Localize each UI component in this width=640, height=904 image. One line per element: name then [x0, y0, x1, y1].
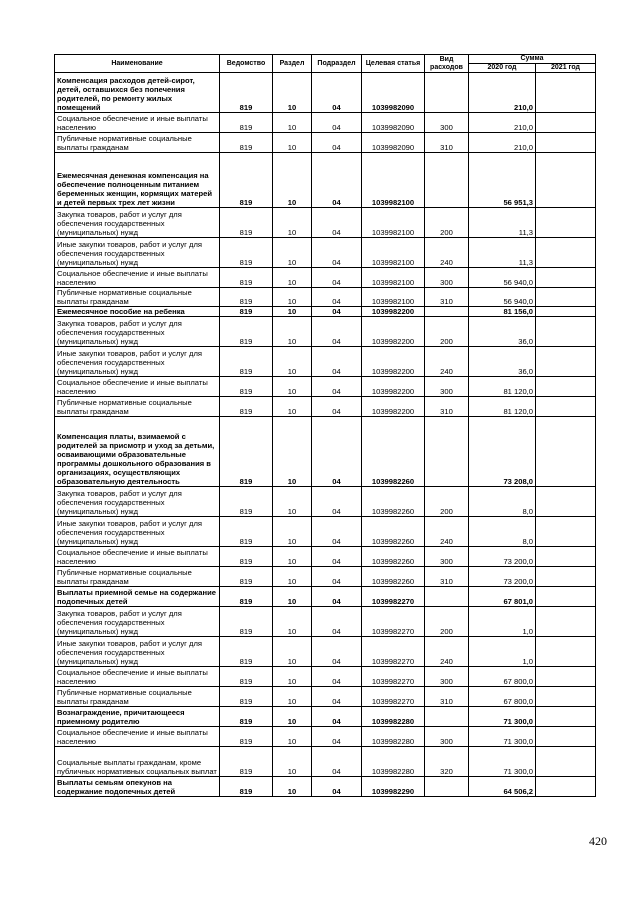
- cell-expense-type: 200: [425, 607, 469, 637]
- table-row: [55, 397, 596, 417]
- cell-agency: 819: [220, 587, 273, 607]
- cell-amount-2020: 8,0: [469, 517, 536, 547]
- cell-target: 1039982200: [362, 307, 425, 317]
- cell-target: 1039982270: [362, 587, 425, 607]
- cell-name: Социальное обеспечение и иные выплаты населению: [55, 268, 220, 288]
- cell-target: 1039982270: [362, 607, 425, 637]
- cell-amount-2021: [536, 377, 596, 397]
- cell-agency: 819: [220, 667, 273, 687]
- cell-amount-2020: 71 300,0: [469, 747, 536, 777]
- cell-section: 10: [273, 587, 312, 607]
- cell-amount-2020: 8,0: [469, 487, 536, 517]
- table-row: [55, 487, 596, 517]
- cell-section: 10: [273, 113, 312, 133]
- cell-expense-type: 300: [425, 727, 469, 747]
- table-row: [55, 727, 596, 747]
- cell-subsection: 04: [312, 307, 362, 317]
- cell-amount-2021: [536, 417, 596, 487]
- cell-target: 1039982090: [362, 133, 425, 153]
- header-expense-type: Вид расходов: [425, 55, 469, 73]
- cell-name: Закупка товаров, работ и услуг для обеспечения государственных (муниципальных) нужд: [55, 607, 220, 637]
- cell-target: 1039982290: [362, 777, 425, 797]
- cell-section: 10: [273, 637, 312, 667]
- cell-name: Публичные нормативные социальные выплаты гражданам: [55, 133, 220, 153]
- cell-target: 1039982260: [362, 567, 425, 587]
- cell-subsection: 04: [312, 777, 362, 797]
- cell-amount-2021: [536, 208, 596, 238]
- header-year-2021: 2021 год: [536, 64, 596, 73]
- cell-section: 10: [273, 238, 312, 268]
- cell-expense-type: 200: [425, 317, 469, 347]
- cell-amount-2020: 36,0: [469, 347, 536, 377]
- cell-subsection: 04: [312, 288, 362, 307]
- cell-subsection: 04: [312, 238, 362, 268]
- cell-name: Закупка товаров, работ и услуг для обеспечения государственных (муниципальных) нужд: [55, 208, 220, 238]
- cell-section: 10: [273, 307, 312, 317]
- cell-amount-2021: [536, 73, 596, 113]
- header-sum: Сумма: [469, 55, 596, 64]
- cell-expense-type: 320: [425, 747, 469, 777]
- cell-target: 1039982100: [362, 153, 425, 208]
- cell-amount-2021: [536, 487, 596, 517]
- cell-subsection: 04: [312, 567, 362, 587]
- cell-amount-2020: 81 120,0: [469, 397, 536, 417]
- cell-agency: 819: [220, 377, 273, 397]
- cell-subsection: 04: [312, 347, 362, 377]
- cell-name: Социальное обеспечение и иные выплаты населению: [55, 667, 220, 687]
- table-row: [55, 687, 596, 707]
- cell-subsection: 04: [312, 417, 362, 487]
- cell-subsection: 04: [312, 547, 362, 567]
- cell-agency: 819: [220, 288, 273, 307]
- cell-agency: 819: [220, 317, 273, 347]
- cell-amount-2020: 67 800,0: [469, 667, 536, 687]
- cell-amount-2020: 73 208,0: [469, 417, 536, 487]
- cell-target: 1039982260: [362, 517, 425, 547]
- cell-name: Вознаграждение, причитающееся приемному родителю: [55, 707, 220, 727]
- cell-expense-type: 310: [425, 133, 469, 153]
- cell-section: 10: [273, 707, 312, 727]
- cell-amount-2021: [536, 727, 596, 747]
- table-row: [55, 73, 596, 113]
- cell-section: 10: [273, 777, 312, 797]
- cell-subsection: 04: [312, 153, 362, 208]
- cell-amount-2021: [536, 547, 596, 567]
- cell-expense-type: 300: [425, 667, 469, 687]
- cell-section: 10: [273, 687, 312, 707]
- cell-subsection: 04: [312, 687, 362, 707]
- table-row: [55, 567, 596, 587]
- cell-subsection: 04: [312, 73, 362, 113]
- cell-amount-2020: 67 801,0: [469, 587, 536, 607]
- cell-name: Социальное обеспечение и иные выплаты населению: [55, 377, 220, 397]
- header-subsection: Подраздел: [312, 55, 362, 73]
- cell-amount-2020: 64 506,2: [469, 777, 536, 797]
- cell-expense-type: 200: [425, 208, 469, 238]
- table-row: [55, 747, 596, 777]
- cell-amount-2021: [536, 517, 596, 547]
- cell-amount-2021: [536, 238, 596, 268]
- cell-section: 10: [273, 317, 312, 347]
- cell-target: 1039982200: [362, 397, 425, 417]
- cell-target: 1039982280: [362, 707, 425, 727]
- cell-amount-2020: 56 951,3: [469, 153, 536, 208]
- cell-target: 1039982100: [362, 288, 425, 307]
- cell-amount-2020: 67 800,0: [469, 687, 536, 707]
- cell-name: Ежемесячная денежная компенсация на обеспечение полноценным питанием беременных женщин, кормящих матерей и детей первых трех лет жизни: [55, 153, 220, 208]
- cell-amount-2021: [536, 307, 596, 317]
- cell-agency: 819: [220, 153, 273, 208]
- cell-amount-2020: 210,0: [469, 133, 536, 153]
- cell-expense-type: [425, 73, 469, 113]
- cell-target: 1039982090: [362, 73, 425, 113]
- page-number: 420: [589, 834, 607, 848]
- cell-agency: 819: [220, 113, 273, 133]
- cell-expense-type: 240: [425, 347, 469, 377]
- cell-section: 10: [273, 377, 312, 397]
- cell-agency: 819: [220, 607, 273, 637]
- cell-target: 1039982260: [362, 547, 425, 567]
- table-row: [55, 288, 596, 307]
- cell-agency: 819: [220, 417, 273, 487]
- cell-amount-2021: [536, 133, 596, 153]
- cell-amount-2020: 56 940,0: [469, 288, 536, 307]
- table-row: [55, 667, 596, 687]
- cell-subsection: 04: [312, 268, 362, 288]
- cell-agency: 819: [220, 547, 273, 567]
- cell-name: Публичные нормативные социальные выплаты гражданам: [55, 687, 220, 707]
- cell-section: 10: [273, 667, 312, 687]
- table-row: [55, 517, 596, 547]
- cell-agency: 819: [220, 238, 273, 268]
- table-row: [55, 208, 596, 238]
- cell-agency: 819: [220, 747, 273, 777]
- cell-amount-2020: 73 200,0: [469, 547, 536, 567]
- cell-expense-type: [425, 707, 469, 727]
- table-row: [55, 268, 596, 288]
- cell-section: 10: [273, 517, 312, 547]
- cell-subsection: 04: [312, 587, 362, 607]
- cell-section: 10: [273, 747, 312, 777]
- cell-expense-type: 310: [425, 567, 469, 587]
- cell-expense-type: 310: [425, 397, 469, 417]
- cell-expense-type: 310: [425, 288, 469, 307]
- cell-amount-2020: 1,0: [469, 637, 536, 667]
- cell-amount-2021: [536, 687, 596, 707]
- cell-section: 10: [273, 268, 312, 288]
- table-body: [55, 73, 596, 797]
- table-row: [55, 113, 596, 133]
- cell-amount-2021: [536, 707, 596, 727]
- cell-name: Публичные нормативные социальные выплаты гражданам: [55, 288, 220, 307]
- table-row: [55, 377, 596, 397]
- cell-amount-2021: [536, 607, 596, 637]
- cell-subsection: 04: [312, 607, 362, 637]
- cell-subsection: 04: [312, 317, 362, 347]
- table-row: [55, 307, 596, 317]
- cell-section: 10: [273, 417, 312, 487]
- cell-subsection: 04: [312, 397, 362, 417]
- cell-name: Иные закупки товаров, работ и услуг для обеспечения государственных (муниципальных) нужд: [55, 517, 220, 547]
- cell-expense-type: [425, 417, 469, 487]
- cell-expense-type: 300: [425, 547, 469, 567]
- cell-expense-type: [425, 777, 469, 797]
- cell-name: Выплаты семьям опекунов на содержание подопечных детей: [55, 777, 220, 797]
- cell-target: 1039982260: [362, 487, 425, 517]
- cell-subsection: 04: [312, 747, 362, 777]
- cell-amount-2020: 210,0: [469, 113, 536, 133]
- cell-amount-2020: 11,3: [469, 238, 536, 268]
- header-name: Наименование: [55, 55, 220, 73]
- cell-amount-2020: 71 300,0: [469, 707, 536, 727]
- cell-section: 10: [273, 208, 312, 238]
- cell-name: Компенсация расходов детей-сирот, детей, оставшихся без попечения родителей, по ремонту жилых помещений: [55, 73, 220, 113]
- cell-name: Закупка товаров, работ и услуг для обеспечения государственных (муниципальных) нужд: [55, 317, 220, 347]
- cell-target: 1039982100: [362, 268, 425, 288]
- cell-amount-2021: [536, 397, 596, 417]
- cell-name: Социальные выплаты гражданам, кроме публичных нормативных социальных выплат: [55, 747, 220, 777]
- cell-amount-2021: [536, 567, 596, 587]
- cell-amount-2021: [536, 747, 596, 777]
- cell-subsection: 04: [312, 133, 362, 153]
- cell-section: 10: [273, 567, 312, 587]
- table-row: [55, 587, 596, 607]
- table-row: [55, 607, 596, 637]
- cell-target: 1039982270: [362, 687, 425, 707]
- cell-subsection: 04: [312, 707, 362, 727]
- cell-amount-2021: [536, 268, 596, 288]
- cell-target: 1039982270: [362, 637, 425, 667]
- cell-agency: 819: [220, 637, 273, 667]
- cell-subsection: 04: [312, 487, 362, 517]
- cell-amount-2020: 73 200,0: [469, 567, 536, 587]
- cell-section: 10: [273, 133, 312, 153]
- table-row: [55, 317, 596, 347]
- cell-name: Социальное обеспечение и иные выплаты населению: [55, 113, 220, 133]
- cell-agency: 819: [220, 268, 273, 288]
- cell-amount-2020: 56 940,0: [469, 268, 536, 288]
- cell-agency: 819: [220, 727, 273, 747]
- header-section: Раздел: [273, 55, 312, 73]
- cell-name: Социальное обеспечение и иные выплаты населению: [55, 727, 220, 747]
- cell-amount-2021: [536, 153, 596, 208]
- cell-target: 1039982100: [362, 238, 425, 268]
- cell-agency: 819: [220, 133, 273, 153]
- cell-section: 10: [273, 487, 312, 517]
- cell-section: 10: [273, 288, 312, 307]
- cell-subsection: 04: [312, 517, 362, 547]
- cell-agency: 819: [220, 397, 273, 417]
- cell-target: 1039982260: [362, 417, 425, 487]
- cell-agency: 819: [220, 487, 273, 517]
- cell-amount-2020: 210,0: [469, 73, 536, 113]
- cell-amount-2021: [536, 667, 596, 687]
- cell-section: 10: [273, 347, 312, 377]
- cell-target: 1039982270: [362, 667, 425, 687]
- cell-amount-2021: [536, 288, 596, 307]
- cell-expense-type: 300: [425, 377, 469, 397]
- cell-name: Выплаты приемной семье на содержание подопечных детей: [55, 587, 220, 607]
- cell-name: Компенсация платы, взимаемой с родителей за присмотр и уход за детьми, осваивающими образовательные программы дошкольного образования в организациях, осуществляющих образовательную деятельность: [55, 417, 220, 487]
- cell-amount-2020: 1,0: [469, 607, 536, 637]
- cell-section: 10: [273, 727, 312, 747]
- cell-name: Иные закупки товаров, работ и услуг для обеспечения государственных (муниципальных) нужд: [55, 347, 220, 377]
- cell-name: Социальное обеспечение и иные выплаты населению: [55, 547, 220, 567]
- cell-expense-type: 240: [425, 637, 469, 667]
- cell-section: 10: [273, 397, 312, 417]
- cell-target: 1039982200: [362, 377, 425, 397]
- cell-amount-2021: [536, 317, 596, 347]
- cell-amount-2020: 71 300,0: [469, 727, 536, 747]
- cell-name: Публичные нормативные социальные выплаты гражданам: [55, 397, 220, 417]
- cell-agency: 819: [220, 347, 273, 377]
- table-row: [55, 707, 596, 727]
- cell-expense-type: 300: [425, 268, 469, 288]
- table-row: [55, 637, 596, 667]
- table-row: [55, 547, 596, 567]
- cell-target: 1039982090: [362, 113, 425, 133]
- table-row: [55, 417, 596, 487]
- cell-name: Иные закупки товаров, работ и услуг для обеспечения государственных (муниципальных) нужд: [55, 238, 220, 268]
- cell-section: 10: [273, 607, 312, 637]
- cell-name: Публичные нормативные социальные выплаты гражданам: [55, 567, 220, 587]
- table-row: [55, 133, 596, 153]
- cell-target: 1039982200: [362, 317, 425, 347]
- cell-expense-type: 300: [425, 113, 469, 133]
- cell-amount-2021: [536, 637, 596, 667]
- budget-table: [54, 54, 596, 797]
- cell-agency: 819: [220, 687, 273, 707]
- cell-agency: 819: [220, 517, 273, 547]
- cell-agency: 819: [220, 567, 273, 587]
- cell-subsection: 04: [312, 637, 362, 667]
- cell-amount-2021: [536, 113, 596, 133]
- header-agency: Ведомство: [220, 55, 273, 73]
- cell-name: Иные закупки товаров, работ и услуг для обеспечения государственных (муниципальных) нужд: [55, 637, 220, 667]
- cell-expense-type: [425, 587, 469, 607]
- cell-amount-2021: [536, 777, 596, 797]
- cell-subsection: 04: [312, 208, 362, 238]
- header-target: Целевая статья: [362, 55, 425, 73]
- cell-agency: 819: [220, 777, 273, 797]
- cell-expense-type: 240: [425, 517, 469, 547]
- cell-target: 1039982280: [362, 747, 425, 777]
- cell-agency: 819: [220, 707, 273, 727]
- cell-amount-2020: 81 156,0: [469, 307, 536, 317]
- cell-section: 10: [273, 153, 312, 208]
- cell-name: Закупка товаров, работ и услуг для обеспечения государственных (муниципальных) нужд: [55, 487, 220, 517]
- cell-subsection: 04: [312, 113, 362, 133]
- table-row: [55, 153, 596, 208]
- cell-amount-2021: [536, 587, 596, 607]
- cell-amount-2021: [536, 347, 596, 377]
- cell-target: 1039982200: [362, 347, 425, 377]
- cell-expense-type: [425, 153, 469, 208]
- cell-amount-2020: 81 120,0: [469, 377, 536, 397]
- table-row: [55, 238, 596, 268]
- cell-subsection: 04: [312, 377, 362, 397]
- cell-name: Ежемесячное пособие на ребенка: [55, 307, 220, 317]
- cell-expense-type: 310: [425, 687, 469, 707]
- table-row: [55, 347, 596, 377]
- header-year-2020: 2020 год: [469, 64, 536, 73]
- cell-subsection: 04: [312, 667, 362, 687]
- cell-expense-type: [425, 307, 469, 317]
- cell-agency: 819: [220, 208, 273, 238]
- cell-expense-type: 200: [425, 487, 469, 517]
- cell-expense-type: 240: [425, 238, 469, 268]
- cell-target: 1039982100: [362, 208, 425, 238]
- cell-amount-2020: 11,3: [469, 208, 536, 238]
- cell-subsection: 04: [312, 727, 362, 747]
- table-row: [55, 777, 596, 797]
- cell-agency: 819: [220, 307, 273, 317]
- cell-section: 10: [273, 73, 312, 113]
- cell-agency: 819: [220, 73, 273, 113]
- cell-amount-2020: 36,0: [469, 317, 536, 347]
- cell-target: 1039982280: [362, 727, 425, 747]
- cell-section: 10: [273, 547, 312, 567]
